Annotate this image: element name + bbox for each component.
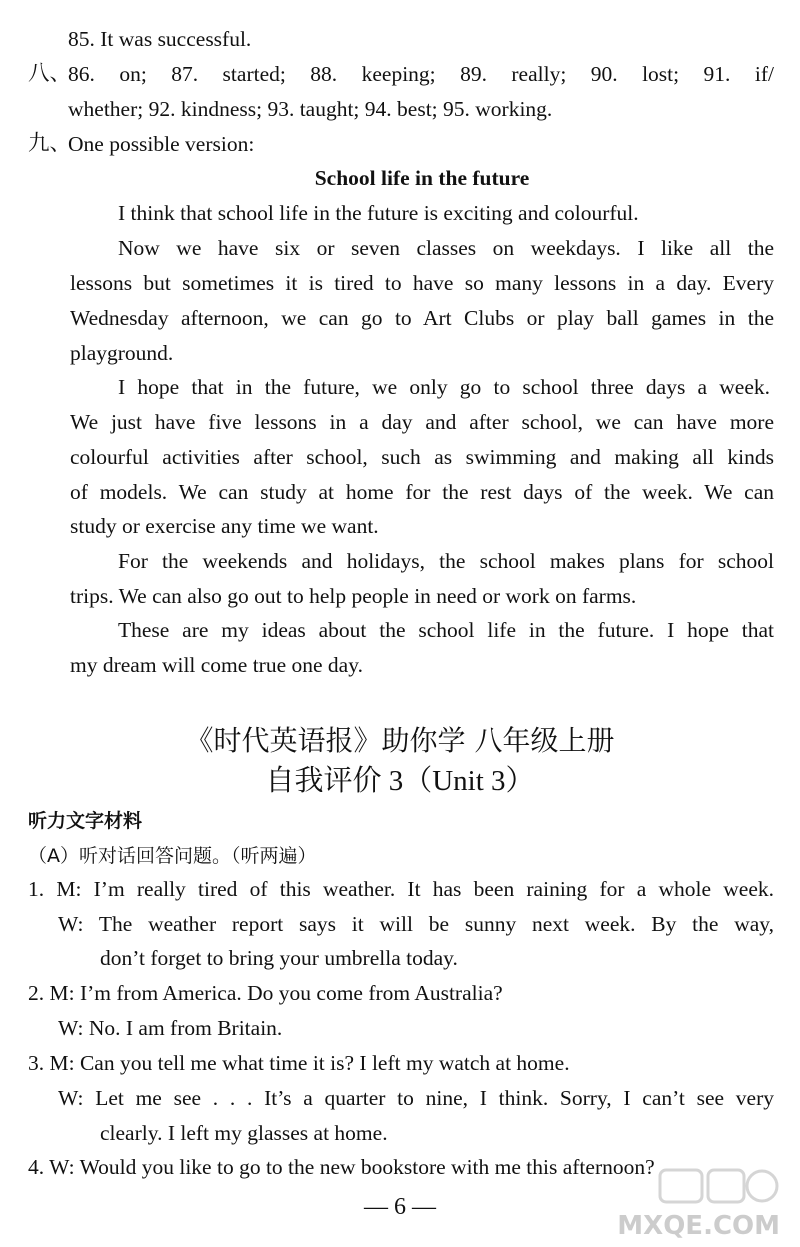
section-9-label: One possible version: xyxy=(68,132,255,156)
answer-85: 85. It was successful. xyxy=(68,27,252,51)
book-title: 《时代英语报》助你学 八年级上册 xyxy=(185,724,615,757)
dialogue-line: clearly. I left my glasses at home. xyxy=(100,1121,388,1145)
section-8-line-1: 86. on; 87. started; 88. keeping; 89. really; 90. lost; 91. if/ xyxy=(68,62,774,86)
essay-line: my dream will come true one day. xyxy=(70,653,363,677)
svg-text:MXQE.COM: MXQE.COM xyxy=(617,1211,780,1241)
essay-line: playground. xyxy=(70,341,174,365)
section-8-line-2: whether; 92. kindness; 93. taught; 94. best; 95. working. xyxy=(68,97,553,121)
essay-line: I think that school life in the future is exciting and colourful. xyxy=(118,201,639,225)
essay-line: of models. We can study at home for the rest days of the week. We can xyxy=(70,480,774,504)
dialogue-line: 2. M: I’m from America. Do you come from Australia? xyxy=(28,981,503,1005)
essay-line: trips. We can also go out to help people in need or work on farms. xyxy=(70,584,637,608)
section-9-mark: 九、 xyxy=(28,131,72,156)
essay-line: Wednesday afternoon, we can go to Art Clubs or play ball games in the xyxy=(70,306,774,330)
listening-section-title: 听力文字材料 xyxy=(28,810,143,832)
essay-line: These are my ideas about the school life in the future. I hope that xyxy=(118,618,774,642)
essay-line: We just have five lessons in a day and after school, we can have more xyxy=(70,410,774,434)
dialogue-line: 4. W: Would you like to go to the new bookstore with me this afternoon? xyxy=(28,1155,655,1179)
dialogue-line: don’t forget to bring your umbrella today. xyxy=(100,946,458,970)
essay-line: colourful activities after school, such as swimming and making all kinds xyxy=(70,445,774,469)
dialogue-line: 3. M: Can you tell me what time it is? I left my watch at home. xyxy=(28,1051,570,1075)
watermark-logo xyxy=(590,1162,790,1242)
essay-line: lessons but sometimes it is tired to have so many lessons in a day. Every xyxy=(70,271,774,295)
essay-title: School life in the future xyxy=(314,166,530,190)
essay-line: study or exercise any time we want. xyxy=(70,514,379,538)
dialogue-line: 1. M: I’m really tired of this weather. It has been raining for a whole week. xyxy=(28,877,774,901)
dialogue-line: W: Let me see . . . It’s a quarter to nine, I think. Sorry, I can’t see very xyxy=(58,1086,774,1110)
page-number: — 6 — xyxy=(364,1194,436,1220)
dialogue-line: W: No. I am from Britain. xyxy=(58,1016,283,1040)
essay-line: I hope that in the future, we only go to school three days a week. xyxy=(118,375,770,399)
part-a-instruction: （A）听对话回答问题。（听两遍） xyxy=(28,845,317,867)
section-8-mark: 八、 xyxy=(28,61,72,86)
dialogue-line: W: The weather report says it will be sunny next week. By the way, xyxy=(58,912,774,936)
assessment-title: 自我评价 3（Unit 3） xyxy=(265,765,535,797)
essay-line: Now we have six or seven classes on weekdays. I like all the xyxy=(118,236,774,260)
essay-line: For the weekends and holidays, the school makes plans for school xyxy=(118,549,774,573)
